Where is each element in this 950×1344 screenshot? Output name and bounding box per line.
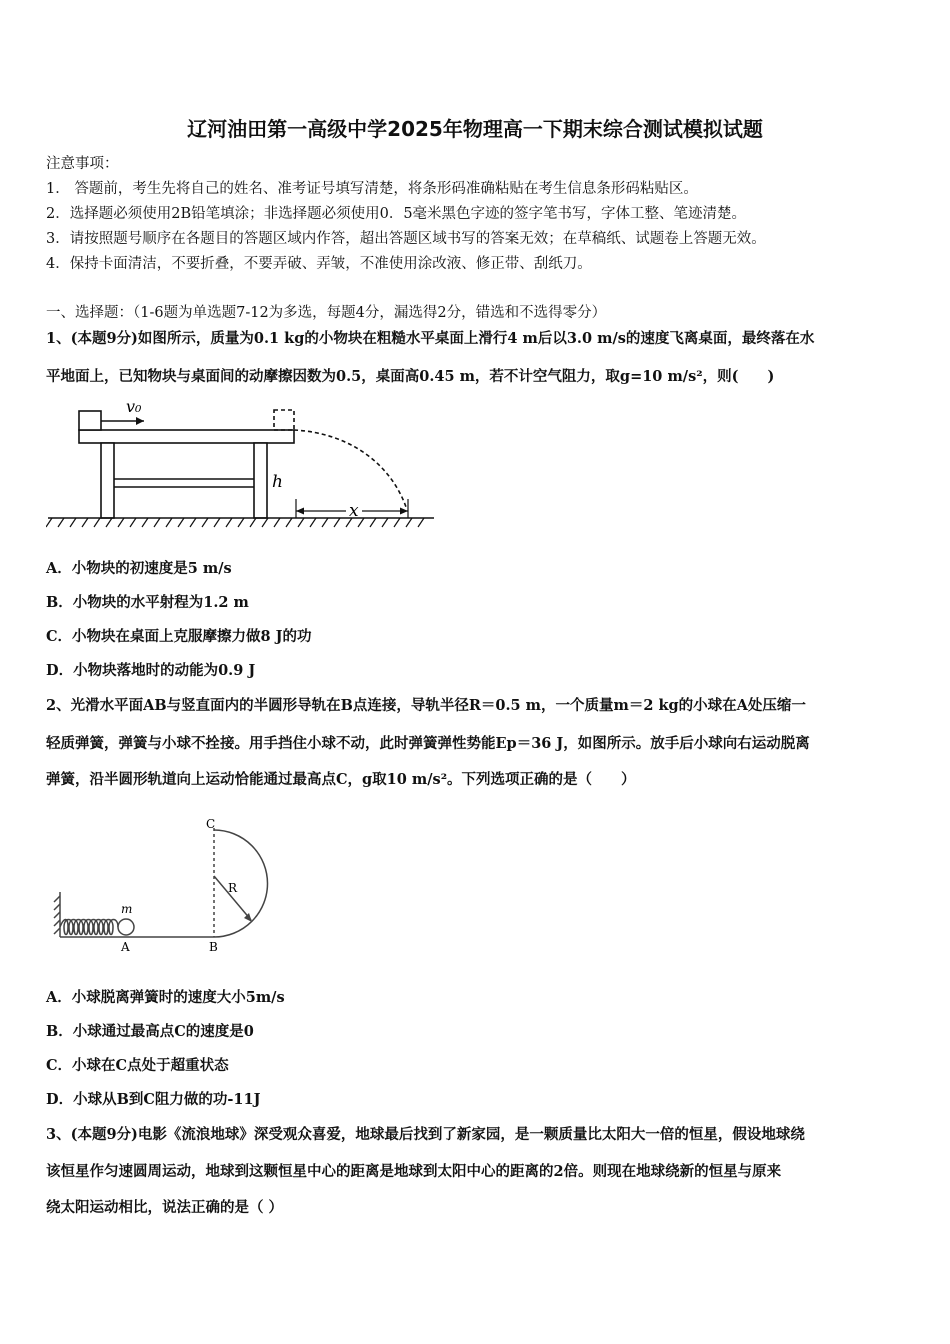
semicircle-track [214, 830, 268, 937]
q1-figure [46, 395, 441, 530]
spring [60, 920, 118, 935]
arrowhead [244, 913, 252, 922]
dashed-block [274, 410, 294, 430]
q2-option-c: C．小球在C点处于超重状态 [46, 1057, 229, 1074]
table-leg [254, 443, 267, 518]
notes-heading: 注意事项： [46, 156, 119, 172]
notes-item: 1． 答题前，考生先将自己的姓名、准考证号填写清楚，将条形码准确粘贴在考生信息条形码粘贴区。 [46, 181, 698, 197]
ball [118, 919, 134, 935]
q1-option-d: D．小物块落地时的动能为0.9 J [46, 662, 256, 679]
q2-figure [46, 810, 286, 955]
table-top [79, 430, 294, 443]
q1-stem-line1: 1、(本题9分)如图所示，质量为0.1 kg的小物块在粗糙水平桌面上滑行4 m后以3.0 m/s的速度飞离桌面，最终落在水 [46, 330, 815, 347]
q2-stem-line2: 轻质弹簧，弹簧与小球不拴接。用手挡住小球不动，此时弹簧弹性势能Ep＝36 J，如图所示。放手后小球向右运动脱离 [46, 735, 810, 752]
q2-stem-line1: 2、光滑水平面AB与竖直面内的半圆形导轨在B点连接，导轨半径R＝0.5 m，一个质量m＝2 kg的小球在A处压缩一 [46, 697, 806, 714]
x-label: x [349, 501, 359, 521]
r-label: R [228, 881, 238, 895]
q1-option-a: A．小物块的初速度是5 m/s [46, 560, 232, 577]
v0-label: v₀ [126, 397, 142, 416]
notes-item: 4．保持卡面清洁，不要折叠，不要弄破、弄皱，不准使用涂改液、修正带、刮纸刀。 [46, 256, 592, 272]
q3-stem-line2: 该恒星作匀速圆周运动，地球到这颗恒星中心的距离是地球到太阳中心的距离的2倍。则现在地球绕新的恒星与原来 [46, 1163, 782, 1180]
q1-stem-line2: 平地面上，已知物块与桌面间的动摩擦因数为0.5，桌面高0.45 m，若不计空气阻力，取g=10 m/s²，则( ) [46, 368, 775, 385]
q2-option-b: B．小球通过最高点C的速度是0 [46, 1023, 254, 1040]
q1-option-b: B．小物块的水平射程为1.2 m [46, 594, 249, 611]
q2-option-a: A．小球脱离弹簧时的速度大小5m/s [46, 989, 285, 1006]
arrowhead [136, 417, 144, 425]
notes-item: 3．请按照题号顺序在各题目的答题区域内作答，超出答题区域书写的答案无效；在草稿纸、试题卷上答题无效。 [46, 231, 766, 247]
m-label: m [121, 902, 133, 916]
b-label: B [209, 940, 218, 954]
q3-stem-line3: 绕太阳运动相比，说法正确的是（ ） [46, 1199, 284, 1216]
trajectory [294, 430, 406, 507]
q1-option-c: C．小物块在桌面上克服摩擦力做8 J的功 [46, 628, 312, 645]
a-label: A [121, 940, 130, 954]
notes-item: 2．选择题必须使用2B铅笔填涂；非选择题必须使用0．5毫米黑色字迹的签字笔书写，字体工整、笔迹清楚。 [46, 206, 747, 222]
table-leg [101, 443, 114, 518]
block [79, 411, 101, 430]
arrowhead [296, 508, 304, 515]
q2-stem-line3: 弹簧，沿半圆形轨道向上运动恰能通过最高点C，g取10 m/s²。下列选项正确的是（ ） [46, 771, 636, 788]
page-title: 辽河油田第一高级中学2025年物理高一下期末综合测试模拟试题 [187, 117, 763, 141]
h-label: h [272, 472, 283, 492]
q3-stem-line1: 3、(本题9分)电影《流浪地球》深受观众喜爱，地球最后找到了新家园，是一颗质量比太阳大一倍的恒星，假设地球绕 [46, 1126, 805, 1143]
section-heading: 一、选择题：（1-6题为单选题7-12为多选，每题4分，漏选得2分，错选和不选得零分） [46, 305, 607, 321]
q2-option-d: D．小球从B到C阻力做的功-11J [46, 1091, 261, 1108]
c-label: C [206, 817, 216, 831]
arrowhead [400, 508, 408, 515]
